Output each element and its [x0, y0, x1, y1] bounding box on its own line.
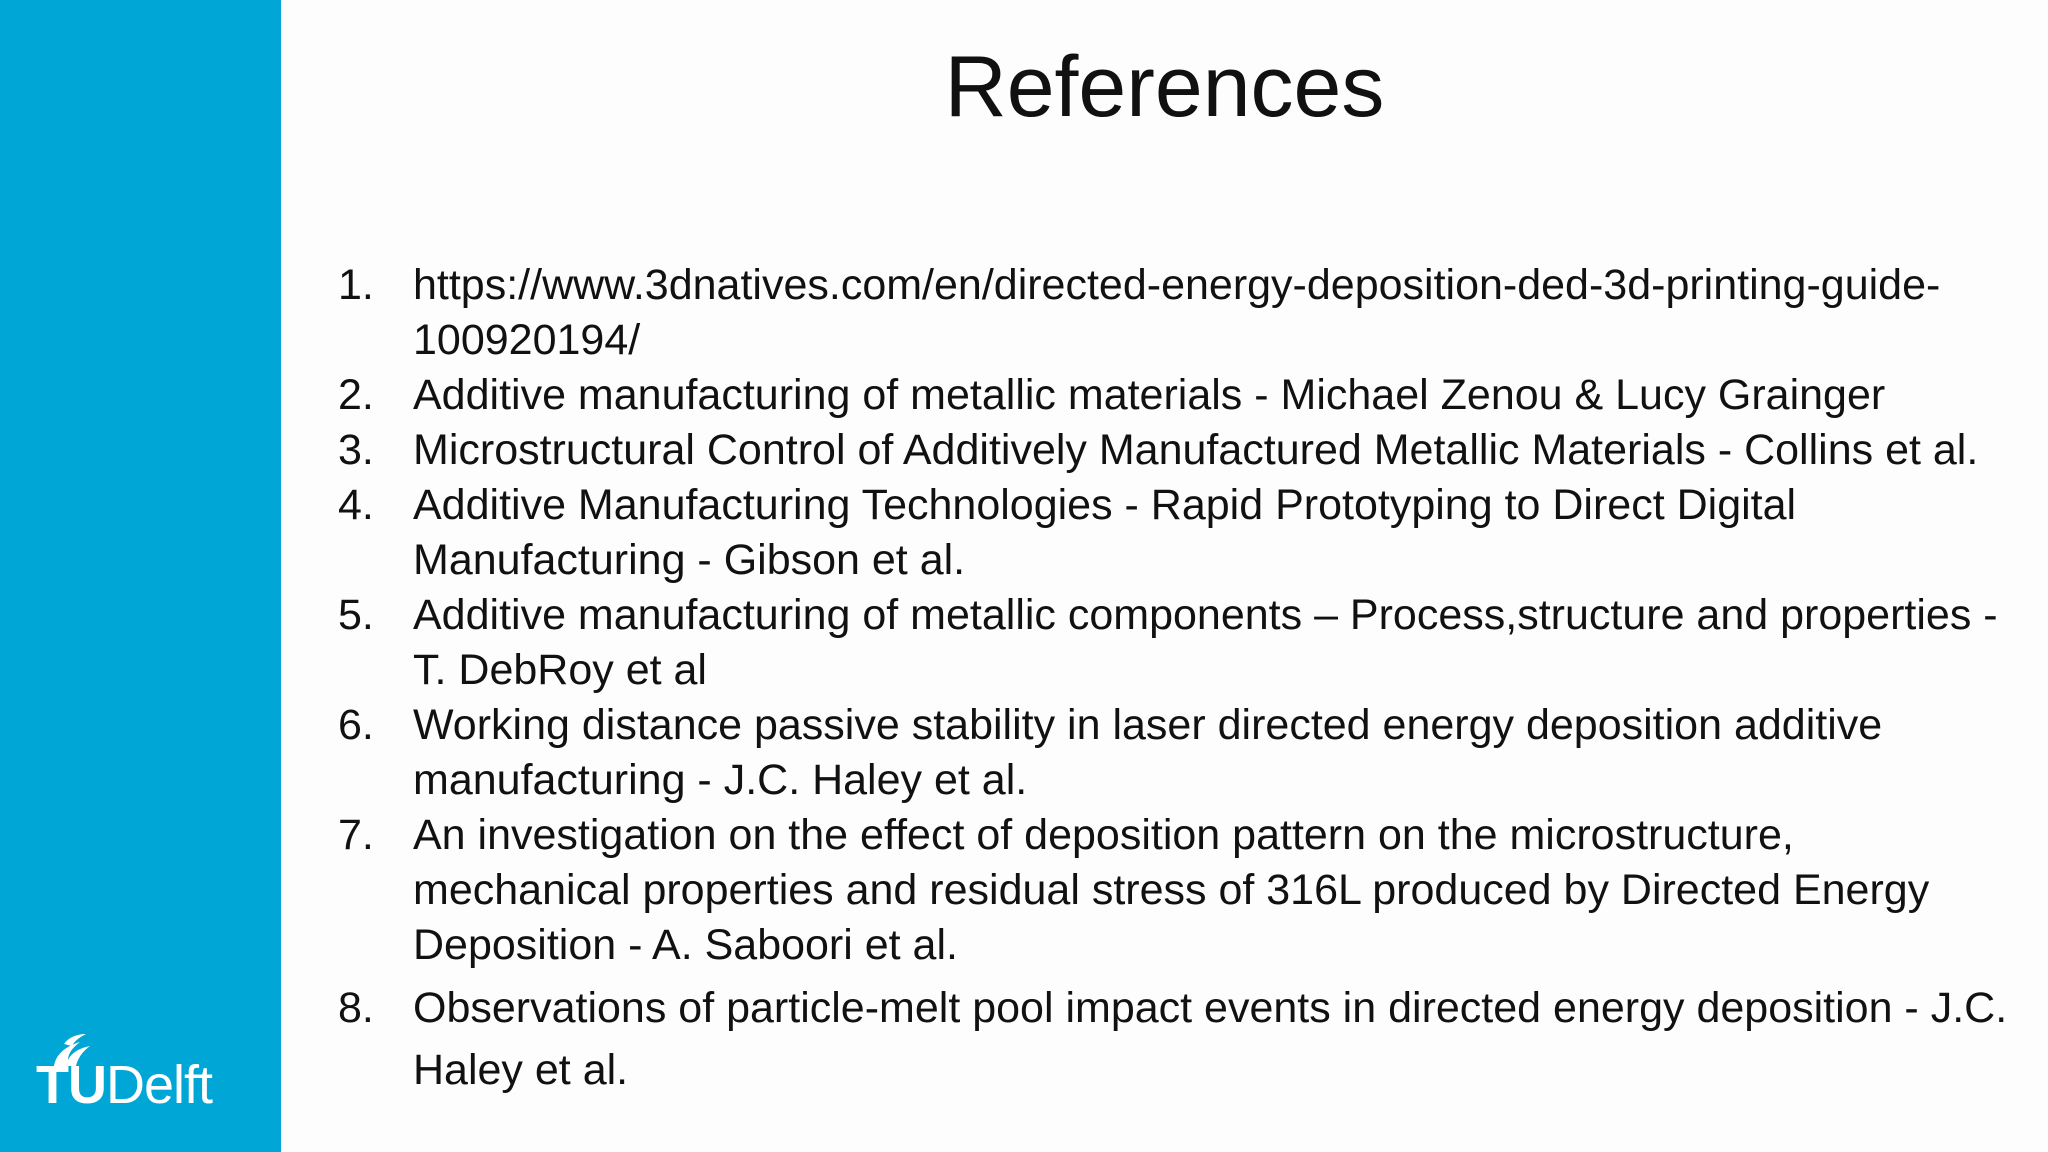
reference-number: 7.	[338, 811, 374, 859]
logo-tu: TU	[36, 1055, 106, 1115]
reference-number: 5.	[338, 591, 374, 639]
reference-number: 8.	[338, 984, 374, 1032]
reference-text: Additive Manufacturing Technologies - Rapid Prototyping to Direct Digital Manufacturing - Gibson et al.	[413, 481, 1797, 584]
reference-number: 2.	[338, 371, 374, 419]
logo-delft: Delft	[105, 1055, 213, 1115]
reference-text: https://www.3dnatives.com/en/directed-energy-deposition-ded-3d-printing-guide-100920194/	[413, 261, 1941, 364]
tu-delft-logo	[36, 1036, 246, 1116]
reference-item	[338, 808, 2018, 973]
reference-text: An investigation on the effect of deposition pattern on the microstructure, mechanical properties and residual stress of 316L produced by Directed Energy Deposition - A. Saboori et al.	[413, 811, 1930, 969]
reference-item	[338, 368, 2018, 423]
reference-number: 1.	[338, 261, 374, 309]
reference-text: Observations of particle-melt pool impact events in directed energy deposition - J.C. Haley et al.	[413, 984, 2008, 1094]
reference-text: Additive manufacturing of metallic materials - Michael Zenou & Lucy Grainger	[413, 371, 1886, 419]
reference-item	[338, 258, 2018, 368]
page-title: References	[944, 39, 1385, 135]
reference-number: 4.	[338, 481, 374, 529]
reference-number: 6.	[338, 701, 374, 749]
reference-item	[338, 478, 2018, 588]
sidebar-band	[0, 0, 281, 1152]
reference-text: Additive manufacturing of metallic components – Process,structure and properties - T. DebRoy et al	[413, 591, 1998, 694]
reference-list	[338, 258, 2018, 1101]
reference-item	[338, 977, 2018, 1101]
reference-number: 3.	[338, 426, 374, 474]
reference-item	[338, 588, 2018, 698]
reference-item	[338, 423, 2018, 478]
reference-text: Microstructural Control of Additively Manufactured Metallic Materials - Collins et al.	[413, 426, 1979, 474]
reference-item	[338, 698, 2018, 808]
reference-text: Working distance passive stability in laser directed energy deposition additive manufacturing - J.C. Haley et al.	[413, 701, 1883, 804]
